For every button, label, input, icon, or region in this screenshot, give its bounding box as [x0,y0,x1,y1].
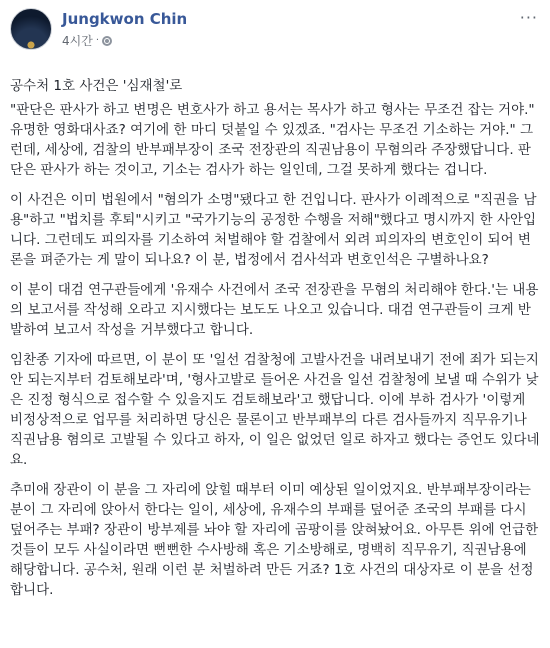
post-paragraph: 임찬종 기자에 따르면, 이 분이 또 '일선 검찰청에 고발사건을 내려보내기 전에 죄가 되는지 안 되는지부터 검토해보라'며, '형사고발로 들어온 사건을 일선 검찰청에 보낼 때 수위가 낮은 진정 형식으로 접수할 수 있을지도 검토해보라'고 했답니다. 이에 부하 검사가 '이렇게 비정상적으로 업무를 처리하면 당신은 물론이고 반부패부의 다른 검사들까지 직무유기나 직권남용 혐의로 고발될 수 있다고 하자, 이 일은 없었던 일로 하자고 했다는 증언도 있다네요. [10,352,540,468]
post-timestamp[interactable]: 4시간 [62,34,93,48]
avatar[interactable] [10,8,52,50]
post-body [10,76,540,610]
more-options-button[interactable]: ··· [519,8,538,27]
post-paragraph: 추미애 장관이 이 분을 그 자리에 앉힐 때부터 이미 예상된 일이었지요. 반부패부장이라는 분이 그 자리에 앉아서 한다는 일이, 세상에, 유재수의 부패를 덮어준 조국의 부패를 다시 덮어주는 부패? 장관이 방부제를 놔야 할 자리에 곰팡이를 앉혀놨어요. 아무튼 위에 언급한 것들이 모두 사실이라면 뻔뻔한 수사방해 혹은 기소방해로, 명백히 직무유기, 직권남용에 해당합니다. 공수처, 원래 이런 분 처벌하려 만든 거죠? 1호 사건의 대상자로 이 분을 선정합니다. [10,482,539,598]
post-meta [62,32,112,49]
post-title: 공수처 1호 사건은 '심재철'로 [10,78,183,94]
author-name[interactable]: Jungkwon Chin [62,10,188,28]
post-header [10,8,540,54]
post-paragraph: 이 분이 대검 연구관들에게 '유재수 사건에서 조국 전장관을 무혐의 처리해야 한다.'는 내용의 보고서를 작성해 오라고 지시했다는 보도도 나오고 있습니다. 대검 연구관들이 크게 반발하여 보고서 작성을 거부했다고 합니다. [10,282,539,338]
post-paragraph: "판단은 판사가 하고 변명은 변호사가 하고 용서는 목사가 하고 형사는 무조건 잡는 거야." 유명한 영화대사죠? 여기에 한 마디 덧붙일 수 있겠죠. "검사는 무조건 기소하는 거야." 그런데, 세상에, 검찰의 반부패부장이 조국 전장관의 직권남용이 무혐의라 주장했답니다. 판단은 판사가 하는 것이고, 기소는 검사가 하는 일인데, 그걸 못하게 했다는 겁니다. [10,102,535,178]
meta-separator: · [95,35,100,46]
globe-icon[interactable] [102,36,112,46]
post-paragraph: 이 사건은 이미 법원에서 "혐의가 소명"됐다고 한 건입니다. 판사가 이례적으로 "직권을 남용"하고 "법치를 후퇴"시키고 "국가기능의 공정한 수행을 저해"했다고 명시까지 한 사안입니다. 그런데도 피의자를 기소하여 처벌해야 할 검찰에서 외려 피의자의 변호인이 되어 변론을 펴준가는 게 말이 되나요? 이 분, 법정에서 검사석과 변호인석은 구별하나요? [10,192,537,268]
